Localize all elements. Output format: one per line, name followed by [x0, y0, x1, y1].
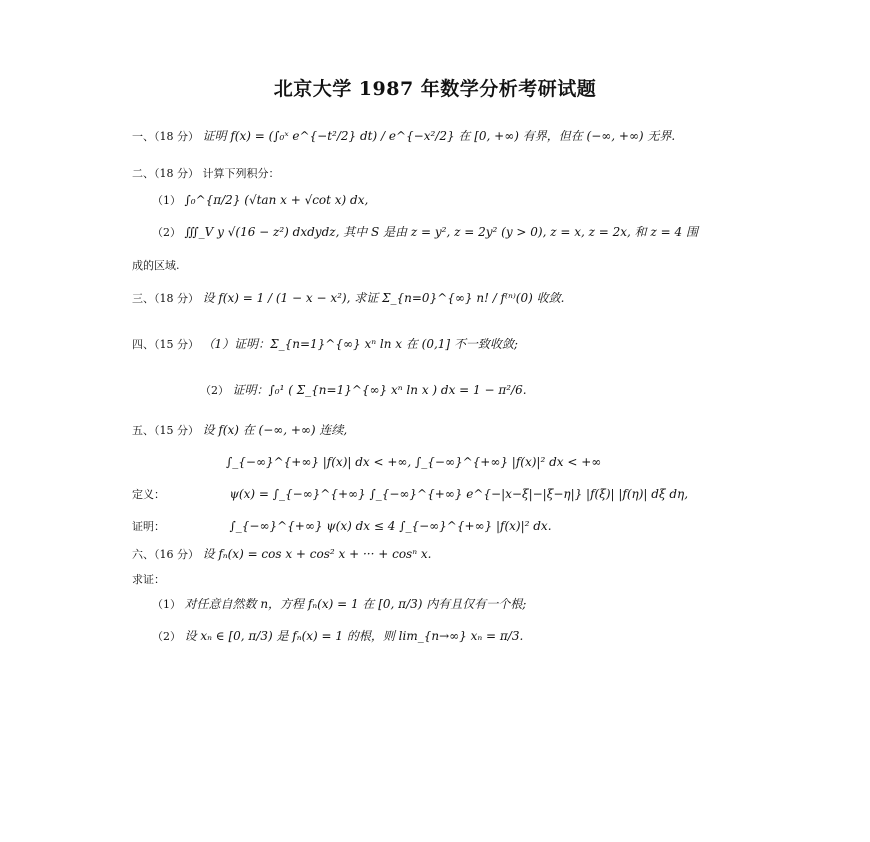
- problem-2-text: 计算下列积分：: [202, 167, 280, 180]
- problem-4: [132, 336, 518, 353]
- problem-5-def-label: 定义：: [132, 488, 165, 501]
- problem-6-2-label: （2）: [152, 630, 181, 643]
- problem-1-text: 证明 f(x) = (∫₀ˣ e^{−t²/2} dt) / e^{−x²/2} 在 [0, +∞) 有界，但在 (−∞, +∞) 无界.: [202, 129, 676, 143]
- problem-5: [132, 422, 347, 439]
- problem-6-prove: [132, 572, 165, 588]
- problem-5-def: [132, 486, 688, 503]
- problem-2-2: [152, 224, 698, 241]
- problem-2-label: 二、（18 分）: [132, 167, 199, 180]
- problem-5-proof: [132, 518, 552, 535]
- problem-4-2-label: （2）: [200, 384, 229, 397]
- problem-1-label: 一、（18 分）: [132, 130, 199, 143]
- problem-3-text: 设 f(x) = 1 / (1 − x − x²), 求证 Σ_{n=0}^{∞} n! / f⁽ⁿ⁾(0) 收敛.: [202, 291, 565, 305]
- problem-6-text: 设 fₙ(x) = cos x + cos² x + ··· + cosⁿ x.: [202, 547, 432, 561]
- problem-2-1-text: ∫₀^{π/2} (√tan x + √cot x) dx,: [184, 193, 369, 207]
- problem-4-label: 四、（15 分）: [132, 338, 199, 351]
- problem-2: [132, 166, 280, 182]
- problem-3: [132, 290, 564, 307]
- problem-2-1: [152, 192, 368, 209]
- problem-4-2-text: 证明：∫₀¹ ( Σ_{n=1}^{∞} xⁿ ln x ) dx = 1 − π²/6.: [232, 383, 527, 397]
- problem-6-2-text: 设 xₙ ∈ [0, π/3) 是 fₙ(x) = 1 的根，则 lim_{n→∞} xₙ = π/3.: [184, 629, 524, 643]
- problem-6-1-label: （1）: [152, 598, 181, 611]
- problem-2-2-cont: [132, 258, 180, 274]
- problem-6-label: 六、（16 分）: [132, 548, 199, 561]
- problem-2-2-cont-text: 成的区域.: [132, 259, 180, 272]
- problem-5-proof-text: ∫_{−∞}^{+∞} ψ(x) dx ≤ 4 ∫_{−∞}^{+∞} |f(x)|² dx.: [229, 519, 552, 533]
- problem-6-2: [152, 628, 523, 645]
- problem-6-prove-label: 求证：: [132, 573, 165, 586]
- problem-2-2-text: ∭_V y √(16 − z²) dxdydz, 其中 S 是由 z = y², z = 2y² (y > 0), z = x, z = 2x, 和 z = 4 围: [184, 225, 698, 239]
- problem-4-2: [200, 382, 527, 399]
- problem-5-label: 五、（15 分）: [132, 424, 199, 437]
- problem-1: [132, 128, 675, 145]
- problem-6-1-text: 对任意自然数 n，方程 fₙ(x) = 1 在 [0, π/3) 内有且仅有一个根;: [184, 597, 527, 611]
- problem-6: [132, 546, 431, 563]
- page-title: 北京大学 1987 年数学分析考研试题: [273, 78, 597, 100]
- problem-2-1-label: （1）: [152, 194, 181, 207]
- problem-5-def-text: ψ(x) = ∫_{−∞}^{+∞} ∫_{−∞}^{+∞} e^{−|x−ξ|−|ξ−η|} |f(ξ)| |f(η)| dξ dη,: [229, 487, 689, 501]
- problem-4-text: （1）证明：Σ_{n=1}^{∞} xⁿ ln x 在 (0,1] 不一致收敛;: [202, 337, 518, 351]
- problem-5-cond: [226, 454, 601, 471]
- problem-3-label: 三、（18 分）: [132, 292, 199, 305]
- problem-5-cond-text: ∫_{−∞}^{+∞} |f(x)| dx < +∞, ∫_{−∞}^{+∞} |f(x)|² dx < +∞: [226, 455, 602, 469]
- problem-5-text: 设 f(x) 在 (−∞, +∞) 连续,: [202, 423, 348, 437]
- problem-2-2-label: （2）: [152, 226, 181, 239]
- problem-6-1: [152, 596, 526, 613]
- problem-5-proof-label: 证明：: [132, 520, 165, 533]
